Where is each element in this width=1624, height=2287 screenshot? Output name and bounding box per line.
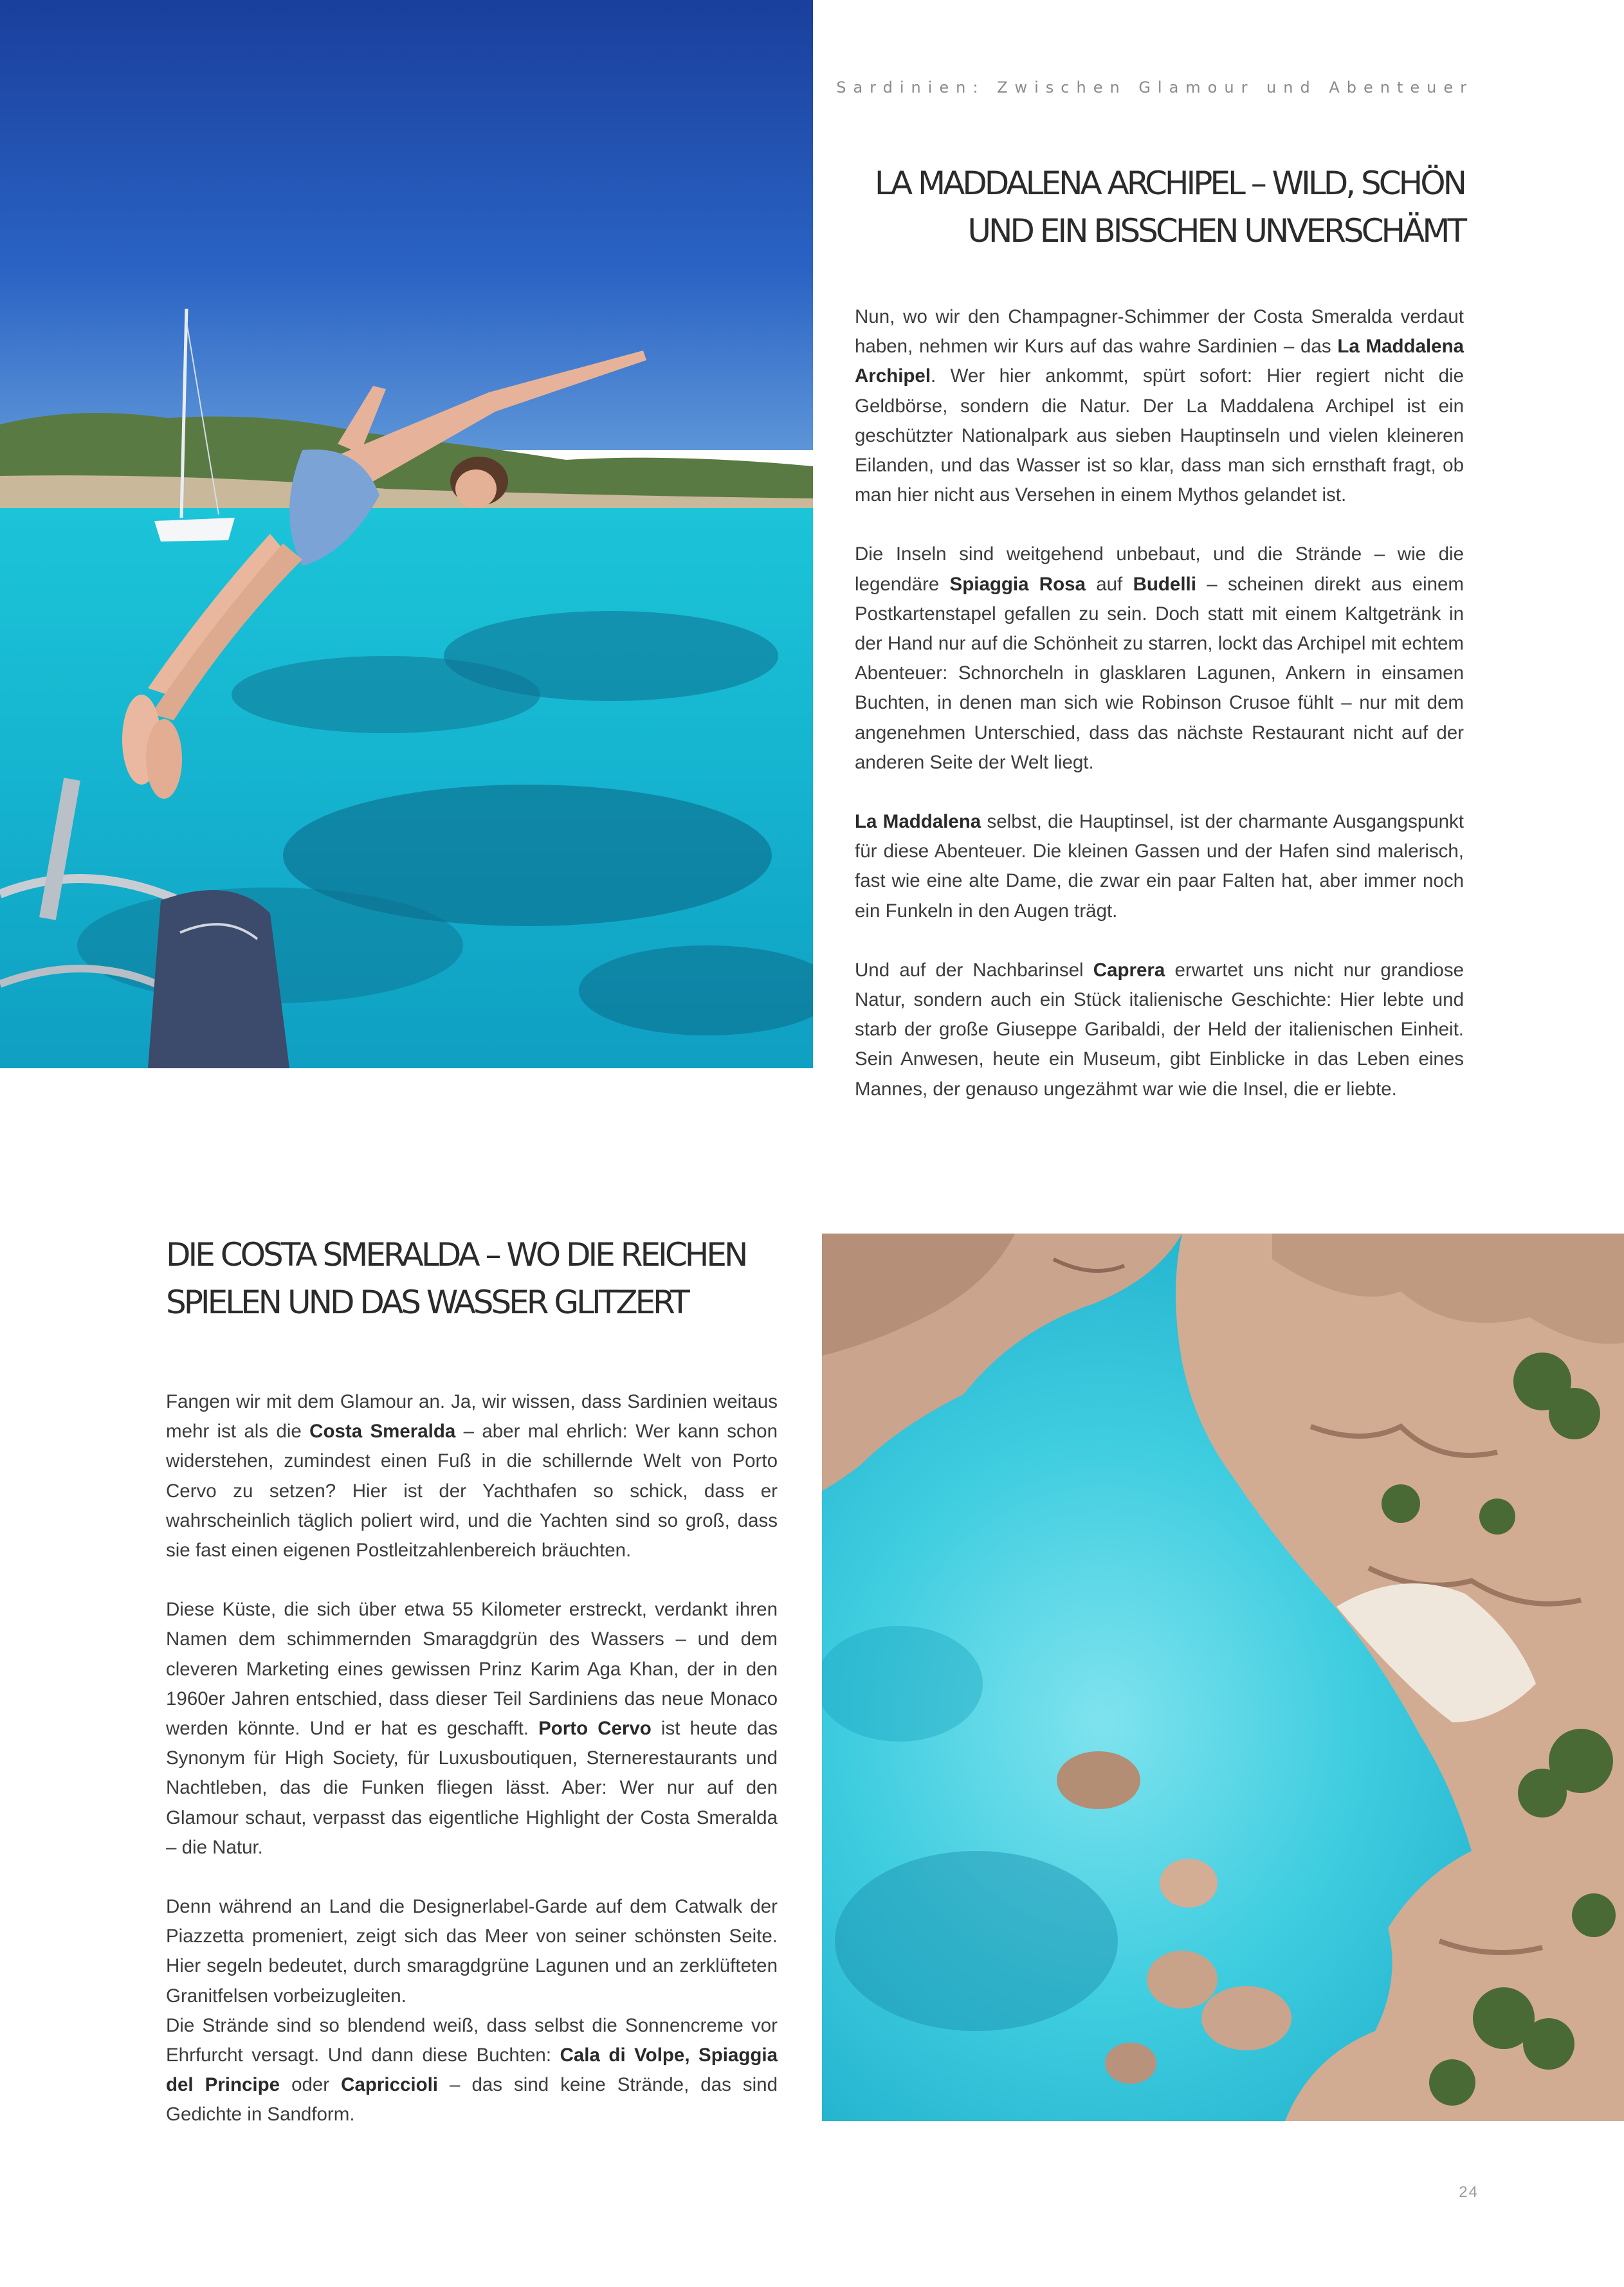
paragraph: Denn während an Land die Designerlabel-Garde auf dem Catwalk der Piazzetta promeniert, zeigt sich das Meer von seiner schönsten Seite. Hier segeln bedeutet, durch smaragdgrüne Lagunen und an zerklüfteten Granitfelsen vorbeizugleiten.: [166, 1896, 778, 2007]
section-title-costa-smeralda: [166, 1231, 745, 1326]
paragraph: Die Strände sind so blendend weiß, dass selbst die Sonnencreme vor Ehrfurcht versagt. Und dann diese Buchten: Cala di Volpe, Spiaggia del Principe oder Capriccioli – das sind keine Strände, das sind Gedichte in Sandform.: [166, 2014, 778, 2126]
photo-diver-bay: [0, 0, 813, 1068]
photo-aerial-cove: [822, 1234, 1624, 2121]
paragraph: Die Inseln sind weitgehend unbebaut, und die Strände – wie die legendäre Spiaggia Rosa auf Budelli – scheinen direkt aus einem Postkartenstapel gefallen zu sein. Doch statt mit einem Kaltgetränk in der Hand nur auf die Schönheit zu starren, lockt das Archipel mit echtem Abenteuer: Schnorcheln in glasklaren Lagunen, Ankern in einsamen Buchten, in denen man sich wie Robinson Crusoe fühlt – nur mit dem angenehmen Unterschied, dass das nächste Restaurant nicht auf der anderen Seite der Welt liegt.: [855, 543, 1464, 773]
section-title-line: SPIELEN UND DAS WASSER GLITZERT: [166, 1284, 688, 1321]
section-title-line: DIE COSTA SMERALDA – WO DIE REICHEN: [166, 1236, 746, 1273]
paragraph: Nun, wo wir den Champagner-Schimmer der Costa Smeralda verdaut haben, nehmen wir Kurs auf das wahre Sardinien – das La Maddalena Archipel. Wer hier ankommt, spürt sofort: Hier regiert nicht die Geldbörse, sondern die Natur. Der La Maddalena Archipel ist ein geschützter Nationalpark aus sieben Hauptinseln und vielen kleineren Eilanden, und das Wasser ist so klar, dass man sich ernsthaft fragt, ob man hier nicht aus Versehen in einem Mythos gelandet ist.: [855, 306, 1464, 506]
article-costa-smeralda: [166, 1387, 778, 2160]
paragraph: Und auf der Nachbarinsel Caprera erwartet uns nicht nur grandiose Natur, sondern auch ein Stück italienische Geschichte: Hier lebte und starb der große Giuseppe Garibaldi, der Held der italienischen Einheit. Sein Anwesen, heute ein Museum, gibt Einblicke in das Leben eines Mannes, der genauso ungezähmt war wie die Insel, die er liebte.: [855, 959, 1464, 1100]
rock-in-water: [1057, 1751, 1140, 1809]
sky: [0, 0, 813, 450]
section-title-line: UND EIN BISSCHEN UNVERSCHÄMT: [967, 212, 1464, 250]
section-title-line: LA MADDALENA ARCHIPEL – WILD, SCHÖN: [874, 165, 1464, 202]
article-la-maddalena: [855, 302, 1464, 1134]
paragraph: La Maddalena selbst, die Hauptinsel, ist der charmante Ausgangspunkt für diese Abenteuer. Die kleinen Gassen und der Hafen sind malerisch, fast wie eine alte Dame, die zwar ein paar Falten hat, aber immer noch ein Funkeln in den Augen trägt.: [855, 811, 1464, 922]
page-number: 24: [1459, 2183, 1479, 2201]
paragraph: Diese Küste, die sich über etwa 55 Kilometer erstreckt, verdankt ihren Namen dem schimmernden Smaragdgrün des Wassers – und dem cleveren Marketing eines gewissen Prinz Karim Aga Khan, der in den 1960er Jahren entschied, dass dieser Teil Sardiniens das neue Monaco werden könnte. Und er hat es geschafft. Porto Cervo ist heute das Synonym für High Society, für Luxusboutiquen, Sternerestaurants und Nachtleben, das die Funken fliegen lässt. Aber: Wer nur auf den Glamour schaut, verpasst das eigentliche Highlight der Costa Smeralda – die Natur.: [166, 1599, 778, 1858]
section-title-la-maddalena: [875, 159, 1464, 255]
paragraph: Fangen wir mit dem Glamour an. Ja, wir wissen, dass Sardinien weitaus mehr ist als die Costa Smeralda – aber mal ehrlich: Wer kann schon widerstehen, zumindest einen Fuß in die schillernde Welt von Porto Cervo zu setzen? Hier ist der Yachthafen so schick, dass er wahrscheinlich täglich poliert wird, und die Yachten sind so groß, dass sie fast einen eigenen Postleitzahlenbereich bräuchten.: [166, 1391, 778, 1562]
running-header: Sardinien: Zwischen Glamour und Abenteuer: [836, 78, 1473, 96]
